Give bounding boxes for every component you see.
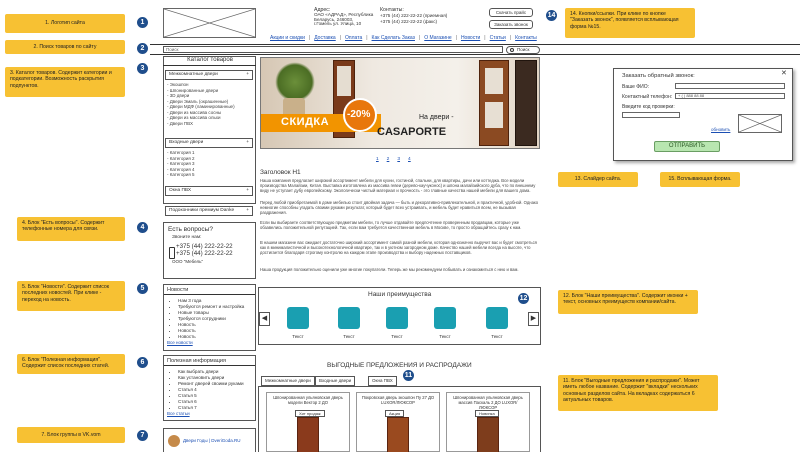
divider <box>164 294 255 295</box>
advantage-label: Текст <box>439 334 451 339</box>
all-news-link[interactable]: Все новости <box>167 340 193 345</box>
badge-2: 2 <box>136 42 149 55</box>
product-badge: Хит продаж <box>295 410 325 417</box>
expand-icon[interactable]: + <box>246 188 249 193</box>
phone-icon <box>338 307 360 329</box>
offers-title: ВЫГОДНЫЕ ПРЕДЛОЖЕНИЯ И РАСПРОДАЖИ <box>327 362 472 369</box>
popup-captcha-field[interactable] <box>622 112 680 118</box>
tab-interior-doors[interactable]: Межкомнатные двери <box>261 376 315 386</box>
catalog-entrance-label: Входные двери <box>169 140 204 145</box>
nav-contacts[interactable]: Контакты <box>515 35 537 41</box>
badge-5: 5 <box>136 282 149 295</box>
divider <box>150 44 800 45</box>
article-item[interactable]: • Статья 6 <box>178 399 252 405</box>
advantages-prev-button[interactable]: ◀ <box>259 312 270 326</box>
product-title[interactable]: Шпонированная ульяновская дверь массив Паскаль 2 ДО LUXOR/ЛЮКСОР <box>453 395 523 410</box>
advantage-label: Текст <box>343 334 355 339</box>
search-button-label: Поиск <box>517 46 530 52</box>
article-item[interactable]: • Ремонт дверей своими руками <box>178 381 252 387</box>
nav-delivery[interactable]: Доставка <box>314 35 336 41</box>
badge-7: 7 <box>136 429 149 442</box>
slider-brand: CASAPORTE <box>377 126 447 138</box>
nav-separator: | <box>455 35 457 41</box>
nav-articles[interactable]: Статьи <box>489 35 506 41</box>
note-logo: 1. Логотип сайта <box>5 14 125 33</box>
nav-payment[interactable]: Оплата <box>345 35 363 41</box>
news-item[interactable]: • Требуются ремонт и настройка <box>178 304 252 310</box>
badge-14: 14 <box>545 9 558 22</box>
content-paragraph: Наша компания предлагает широкий ассортимент мебели для кухни, гостиной, спальни, для квартиры, дачи или коттеджа. Все модели производства Малайзии, Китая. Выставка изготовлена из массива гевеи (дерево-каучуконос) и шпона малайзийского дуба, что по внешнему виду не уступает дубу европейскому. Экологически чистый материал и прочность - это главные качества нашей мебели для вашего дома. <box>260 178 536 194</box>
handshake-icon <box>434 307 456 329</box>
content-paragraph: Наша продукция положительно оценили уже многие покупатели. Теперь же мы рекомендуем побывать и ознакомиться с нею и вам. <box>260 267 519 272</box>
slider-door <box>515 60 537 146</box>
news-item[interactable]: • Нам 3 года <box>178 298 252 304</box>
catalog-windows[interactable] <box>165 186 253 196</box>
product-title[interactable]: Шпонированная ульяновская дверь модели Вектор 2 ДО <box>273 395 343 405</box>
catalog-sills-label: Подоконники премиум Danke <box>169 208 235 213</box>
catalog-subitem[interactable]: - Шпонированные двери <box>167 87 219 93</box>
nav-separator: | <box>509 35 512 41</box>
vk-group-block[interactable] <box>163 428 256 452</box>
vk-avatar <box>168 435 180 447</box>
product-title[interactable]: Покровская дверь экошпон Пу 27 ДО LUXOR/ЛЮКСОР <box>361 395 435 405</box>
popup-submit-button[interactable]: ОТПРАВИТЬ <box>654 141 720 152</box>
slider-plant <box>275 62 315 102</box>
catalog-subitem[interactable]: - Категория 1 <box>167 150 195 155</box>
phone-icon <box>169 247 175 259</box>
advantage-label: Текст <box>292 334 304 339</box>
delivery-icon <box>386 307 408 329</box>
product-card[interactable] <box>356 392 440 452</box>
catalog-subitem[interactable]: - Категория 2 <box>167 155 195 161</box>
product-image[interactable] <box>387 417 409 452</box>
page-title: Заголовок H1 <box>260 169 301 176</box>
note-slider: 13. Слайдер сайта. <box>558 172 638 187</box>
contact-phone-1: +375 (44) 222-22-22 (приемная) <box>380 13 448 19</box>
site-logo[interactable] <box>163 8 256 38</box>
advantage-label: Текст <box>491 334 503 339</box>
slider-door <box>485 68 503 94</box>
catalog-interior-list <box>167 82 235 126</box>
divider <box>164 365 255 366</box>
nav-separator: | <box>366 35 368 41</box>
drill-icon <box>486 307 508 329</box>
product-card[interactable] <box>266 392 350 452</box>
tab-entrance-doors[interactable]: Входные двери <box>315 376 355 386</box>
news-item[interactable]: • Новые товары <box>178 310 252 316</box>
vk-group-label[interactable]: Двери Годы | DveriGoda.RU <box>183 438 241 443</box>
nav-promotions[interactable]: Акции и скидки <box>270 35 305 41</box>
questions-phone-2[interactable]: +375 (44) 222-22-22 <box>176 250 233 257</box>
product-badge: Акция <box>385 410 404 417</box>
nav-how-to-order[interactable]: Как Сделать Заказ <box>371 35 415 41</box>
expand-icon[interactable]: + <box>246 72 249 77</box>
download-price-button[interactable]: Скачать прайс <box>489 8 533 17</box>
expand-icon[interactable]: + <box>246 140 249 145</box>
slider-dot[interactable]: 1 <box>376 157 379 162</box>
catalog-interior-label: Межкомнатные двери <box>169 72 218 77</box>
popup-phone-field[interactable]: + ( ) 888 88 88 <box>675 93 785 99</box>
catalog-subitem[interactable]: - Категория 5 <box>167 172 195 177</box>
popup-name-label: Ваше ФИО: <box>622 84 649 90</box>
article-item[interactable]: • Как установить двери <box>178 375 252 381</box>
product-card[interactable] <box>446 392 530 452</box>
address-line: г.Гомель ул. Улица, 10 <box>314 21 362 27</box>
slider-dot[interactable]: 2 <box>386 157 390 162</box>
note-questions: 4. Блок "Есть вопросы". Содержит телефонные номера для связи. <box>17 217 125 241</box>
note-advantages: 12. Блок "Наши преимущества". Содержит иконки + текст, основных преимуществ компании/сайта. <box>558 290 698 314</box>
article-item[interactable]: • Статья 5 <box>178 393 252 399</box>
note-search: 2. Поиск товаров по сайту <box>5 40 125 54</box>
popup-title: Заказать обратный звонок: <box>622 73 695 79</box>
slider-door <box>337 66 351 96</box>
news-title: Новости <box>167 287 189 293</box>
slider-caption: На двери - <box>419 114 454 121</box>
news-item[interactable]: • Новость <box>178 328 252 334</box>
catalog-title: Каталог товаров <box>187 57 233 63</box>
search-icon <box>510 48 514 52</box>
search-input[interactable]: Поиск <box>163 46 503 53</box>
address-line: Беларусь, 246003, <box>314 16 354 22</box>
questions-company: ООО "Мебель" <box>172 259 204 264</box>
expand-icon[interactable]: + <box>246 208 249 213</box>
popup-phone-label: Контактный телефон: <box>622 94 673 100</box>
content-paragraph: Перед любой приобретаемой в доме мебелью стоит двойная задача — быть и декоративно-привлекательной, и практичной, удобной. Однако немногие способны угадать своими руками результат, который будет всех устраивать, и мебель будет нравиться всем, не вызывая раздражения. <box>260 200 539 216</box>
advantage-label: Текст <box>391 334 403 339</box>
contacts-label: Контакты: <box>380 7 404 13</box>
master-icon <box>287 307 309 329</box>
catalog-subitem[interactable]: - Двери из массива сосны <box>167 109 222 115</box>
slider-discount-percent: -20% <box>347 109 371 120</box>
catalog-subitem[interactable]: - Категория 4 <box>167 166 195 172</box>
note-news: 5. Блок "Новости". Содержит список последних новостей. При клике - переход на новость. <box>17 281 125 311</box>
badge-12: 12 <box>517 292 530 305</box>
badge-1: 1 <box>136 16 149 29</box>
top-navigation <box>270 35 537 41</box>
content-paragraph: В нашем магазине вас ожидает достаточно широкий ассортимент самой разной мебели, которая однозначно выручит вас и будет смотреться как в минималистичной и высокотехнологичной квартире, так и в уютном загородном доме. Качество нашей мебели всегда на высоте, что достигается благодаря строгому контролю на каждом этапе производства и выбору надежных поставщиков. <box>260 240 537 256</box>
popup-captcha-refresh[interactable]: обновить <box>711 127 731 132</box>
all-articles-link[interactable]: Все статьи <box>167 411 190 416</box>
main-slider[interactable] <box>260 57 540 149</box>
article-item[interactable]: • Как выбрать двери <box>178 369 252 375</box>
questions-call-label: Звоните нам: <box>172 235 202 240</box>
news-item[interactable]: • Новость <box>178 322 252 328</box>
useful-list <box>167 369 252 411</box>
catalog-subitem[interactable]: - Двери МДФ (ламинированные) <box>167 104 235 109</box>
note-popup: 15. Всплывающая форма. <box>660 172 740 187</box>
catalog-subitem[interactable]: - 3D двери <box>167 93 190 98</box>
catalog-subitem[interactable]: - Экошпон <box>167 82 189 87</box>
nav-separator: | <box>484 35 486 41</box>
useful-title: Полезная информация <box>167 358 226 364</box>
product-image[interactable] <box>297 417 319 452</box>
address-line: ОАО «АДРАД», Республика <box>314 11 374 17</box>
article-item[interactable]: • Статья 4 <box>178 387 252 393</box>
news-block <box>163 284 256 351</box>
popup-captcha-image <box>738 114 782 133</box>
badge-3: 3 <box>136 62 149 75</box>
catalog-interior-doors[interactable] <box>165 70 253 80</box>
nav-separator: | <box>308 35 311 41</box>
product-badge: Новинка <box>475 410 499 417</box>
catalog-entrance-list <box>167 150 195 178</box>
catalog-entrance-doors[interactable] <box>165 138 253 148</box>
news-list <box>167 298 252 340</box>
nav-about[interactable]: О Магазине <box>424 35 452 41</box>
news-item[interactable]: • Требуются сотрудники <box>178 316 252 322</box>
catalog-subitem[interactable]: - Двери из массива ольхи <box>167 115 221 120</box>
catalog-windows-label: Окна ПВХ <box>169 188 192 193</box>
useful-info-block <box>163 355 256 421</box>
popup-name-field[interactable] <box>675 83 785 89</box>
article-item[interactable]: • Статья 7 <box>178 405 252 411</box>
questions-title: Есть вопросы? <box>168 226 213 233</box>
nav-news[interactable]: Новости <box>460 35 481 41</box>
divider <box>150 54 800 55</box>
popup-captcha-label: Введите код проверки: <box>622 104 675 110</box>
badge-4: 4 <box>136 221 149 234</box>
badge-6: 6 <box>136 356 149 369</box>
address-label: Адрес: <box>314 7 331 13</box>
divider <box>163 65 256 66</box>
note-vk: 7. Блок группы в VK.vom <box>17 427 125 443</box>
catalog-subitem[interactable]: - Категория 3 <box>167 161 195 166</box>
popup-close-icon[interactable]: ✕ <box>781 70 787 77</box>
header-contacts <box>380 8 480 24</box>
nav-separator: | <box>418 35 421 41</box>
questions-phone-1[interactable]: +375 (44) 222-22-22 <box>176 243 233 250</box>
content-paragraph: Если вы выбираете соответствующую предметам мебели, то лучше отдавайте предпочтение проверенным продавцам, которые уже обзавелись положительной репутацией. Так, если вам требуется качественная мебель в Москве, то просто обращайтесь сразу к нам. <box>260 220 522 231</box>
note-buttons: 14. Кнопки/ссылки. При клике по кнопке "Заказать звонок", появляется всплывающая форма №15. <box>565 8 695 38</box>
tab-pvc-windows[interactable]: Окна ПВХ <box>368 376 397 386</box>
note-catalog: 3. Каталог товаров. Содержит категории и подкатегории. Возможность раскрытия подпунктов. <box>5 67 125 97</box>
order-call-button[interactable]: Заказать звонок <box>489 20 533 29</box>
advantages-next-button[interactable]: ▶ <box>528 312 539 326</box>
search-button[interactable] <box>506 46 540 54</box>
header-address <box>314 8 374 27</box>
product-image[interactable] <box>477 417 499 452</box>
slider-dot[interactable]: 3 <box>397 157 401 162</box>
slider-door <box>485 102 503 128</box>
catalog-sills[interactable] <box>165 206 253 216</box>
slider-pagination <box>376 157 411 162</box>
note-offers: 11. Блок "Выгодные предложения и распродажи". Может иметь любое название. Содержит "вкладки" нескольких основных разделов сайта. На вкладках содержаться 6 актуальных товаров. <box>558 375 718 411</box>
slider-dot[interactable]: 4 <box>408 157 411 162</box>
slider-sale-word: СКИДКА <box>281 116 330 128</box>
contact-phone-2: +375 (44) 222-22-22 (факс) <box>380 18 438 24</box>
note-useful: 6. Блок "Полезная информация". Содержит список последних статей. <box>17 354 125 374</box>
advantages-title: Наши преимущества <box>368 291 432 298</box>
nav-separator: | <box>339 35 342 41</box>
questions-block <box>163 222 256 279</box>
catalog-subitem[interactable]: - Двери ПВХ <box>167 120 193 126</box>
catalog-subitem[interactable]: - Двери Эмаль (окрашенные) <box>167 98 229 104</box>
badge-11: 11 <box>402 369 415 382</box>
news-item[interactable]: • Новость <box>178 334 252 340</box>
